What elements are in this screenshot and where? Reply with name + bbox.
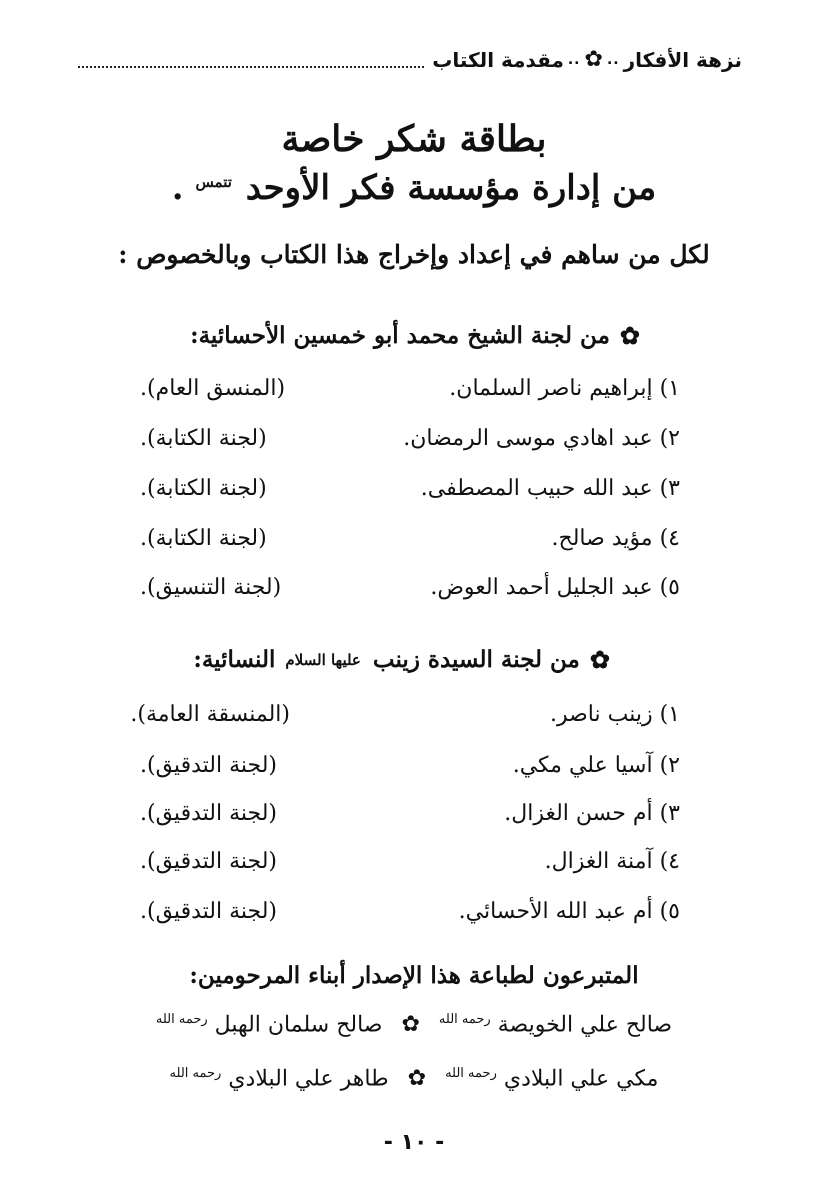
member-role: (المنسقة العامة). <box>130 702 290 727</box>
member-name: ٢) عبد اهادي موسى الرمضان. <box>403 426 680 451</box>
member-name: ١) إبراهيم ناصر السلمان. <box>449 376 680 401</box>
donor-name: مكي علي البلادي <box>503 1066 659 1092</box>
section-title: مقدمة الكتاب <box>432 48 564 72</box>
member-role: (لجنة الكتابة). <box>140 476 267 501</box>
list-item <box>130 702 680 742</box>
honorific-mark: تتمس <box>195 172 232 191</box>
page-number: - ١٠ - <box>383 1130 445 1155</box>
mercy-mark: رحمه الله <box>169 1066 222 1081</box>
member-role: (لجنة التدقيق). <box>140 849 277 874</box>
list-item <box>140 376 680 416</box>
honorific-mark: عليها السلام <box>285 650 361 669</box>
section-heading <box>190 322 640 349</box>
flower-ornament-icon: ✿ <box>584 47 603 72</box>
header-separator: .. <box>567 52 581 68</box>
list-item <box>140 575 680 615</box>
header-titles <box>424 48 750 72</box>
list-item <box>140 849 680 889</box>
member-name: ٥) عبد الجليل أحمد العوض. <box>430 575 680 600</box>
flower-ornament-icon: ✿ <box>401 1012 420 1038</box>
member-role: (لجنة التدقيق). <box>140 801 277 826</box>
flower-ornament-icon: ✿ <box>407 1066 427 1092</box>
list-item <box>140 526 680 566</box>
list-item <box>140 899 680 939</box>
list-item <box>140 476 680 516</box>
book-title: نزهة الأفكار <box>623 48 742 72</box>
member-name: ٣) أم حسن الغزال. <box>504 801 680 826</box>
section-heading-text: من لجنة السيدة زينب <box>372 646 580 673</box>
member-role: (لجنة الكتابة). <box>140 526 267 551</box>
list-item <box>140 426 680 466</box>
mercy-mark: رحمه الله <box>438 1012 491 1027</box>
card-subtitle-text: من إدارة مؤسسة فكر الأوحد <box>245 168 657 208</box>
member-role: (لجنة التنسيق). <box>140 575 282 600</box>
mercy-mark: رحمه الله <box>155 1012 208 1027</box>
member-name: ٢) آسيا علي مكي. <box>512 753 680 778</box>
member-name: ١) زينب ناصر. <box>549 702 680 727</box>
donor-name: صالح سلمان الهبل <box>214 1012 383 1038</box>
section-heading <box>193 646 610 673</box>
subtitle-period: . <box>171 168 184 208</box>
card-title: بطاقة شكر خاصة <box>281 118 547 160</box>
member-role: (لجنة الكتابة). <box>140 426 267 451</box>
member-name: ٤) مؤيد صالح. <box>551 526 680 551</box>
list-item <box>140 753 680 793</box>
donor-row <box>0 1012 828 1037</box>
section-heading-text: من لجنة الشيخ محمد أبو خمسين الأحسائية: <box>190 322 610 349</box>
mercy-mark: رحمه الله <box>445 1066 497 1081</box>
flower-ornament-icon: ✿ <box>589 644 610 674</box>
donor-row <box>0 1066 828 1091</box>
member-name: ٣) عبد الله حبيب المصطفى. <box>420 476 680 501</box>
donors-heading: المتبرعون لطباعة هذا الإصدار أبناء المرحومين: <box>189 962 639 989</box>
member-name: ٥) أم عبد الله الأحسائي. <box>458 899 680 924</box>
card-subtitle <box>0 168 828 208</box>
intro-line: لكل من ساهم في إعداد وإخراج هذا الكتاب وبالخصوص : <box>118 240 710 269</box>
header-dotted-rule <box>78 66 424 68</box>
page-header <box>78 40 750 80</box>
member-role: (المنسق العام). <box>140 376 286 401</box>
donor-name: صالح علي الخويصة <box>497 1012 673 1038</box>
member-role: (لجنة التدقيق). <box>140 899 277 924</box>
flower-ornament-icon: ✿ <box>619 320 640 350</box>
donor-name: طاهر علي البلادي <box>228 1066 389 1092</box>
section-heading-text: النسائية: <box>193 646 276 673</box>
member-name: ٤) آمنة الغزال. <box>544 849 680 874</box>
header-separator: .. <box>606 52 620 68</box>
member-role: (لجنة التدقيق). <box>140 753 277 778</box>
list-item <box>140 801 680 841</box>
